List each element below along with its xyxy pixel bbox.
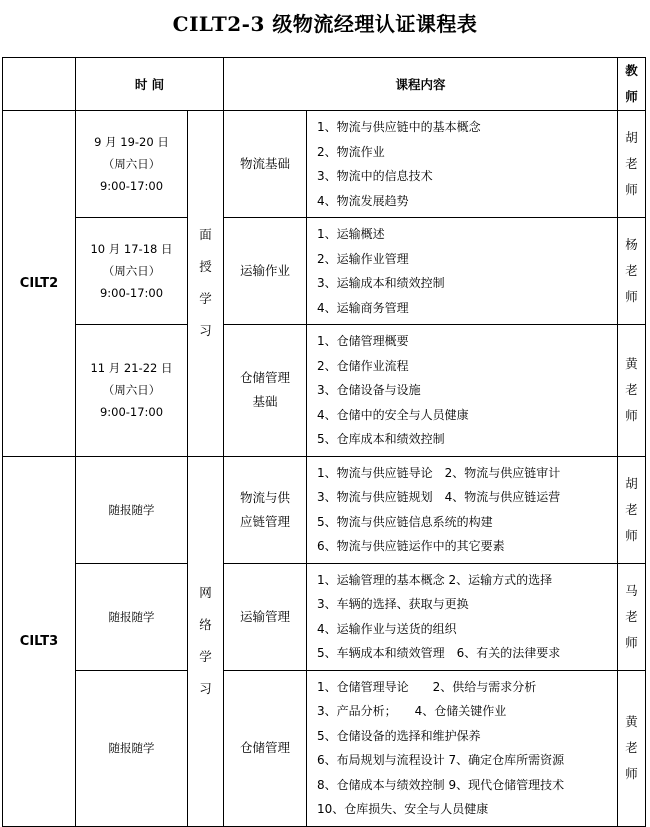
cell-line: 5、仓库成本和绩效控制 bbox=[317, 432, 445, 446]
header-time: 时 间 bbox=[76, 58, 224, 111]
header-blank bbox=[3, 58, 76, 111]
cell-line: 2、仓储作业流程 bbox=[317, 358, 409, 373]
table-row bbox=[3, 325, 646, 457]
table-row bbox=[3, 563, 646, 670]
table-row bbox=[3, 670, 646, 826]
teacher-cell bbox=[618, 456, 646, 563]
cell-line: 运输管理 bbox=[240, 608, 291, 624]
cell-line: 1、运输概述 bbox=[317, 227, 385, 241]
vertical-text: 黄老师 bbox=[625, 714, 638, 781]
level-cell: CILT2 bbox=[3, 111, 76, 457]
cell-line: （周六日） bbox=[102, 383, 161, 398]
cell-line: 1、物流与供应链导论 2、物流与供应链审计 bbox=[317, 465, 561, 480]
cell-line: 1、仓储管理概要 bbox=[317, 334, 409, 348]
header-content: 课程内容 bbox=[224, 58, 618, 111]
teacher-cell bbox=[618, 325, 646, 457]
time-cell bbox=[76, 670, 188, 826]
cell-line: 1、物流与供应链中的基本概念 bbox=[317, 120, 481, 134]
study-mode-cell bbox=[188, 456, 224, 826]
time-cell bbox=[76, 218, 188, 325]
cell-line: 5、车辆成本和绩效管理 6、有关的法律要求 bbox=[317, 646, 561, 660]
cell-line: 3、车辆的选择、获取与更换 bbox=[317, 597, 469, 611]
module-cell bbox=[224, 563, 307, 670]
cell-line: 9:00-17:00 bbox=[99, 286, 164, 300]
header-row bbox=[3, 58, 646, 111]
cell-line: 运输作业 bbox=[240, 263, 291, 278]
vertical-text: 马老师 bbox=[625, 582, 638, 650]
cell-line: 6、布局规划与流程设计 7、确定仓库所需资源 bbox=[317, 753, 565, 767]
cell-line: 4、运输商务管理 bbox=[317, 300, 409, 315]
header-teacher bbox=[618, 58, 646, 111]
items-cell bbox=[307, 218, 618, 325]
items-cell bbox=[307, 670, 618, 826]
cell-line: 随报随学 bbox=[108, 741, 155, 755]
vertical-text: 杨老师 bbox=[625, 237, 638, 304]
cell-line: 1、仓储管理导论 2、供给与需求分析 bbox=[317, 679, 537, 694]
items-cell bbox=[307, 563, 618, 670]
cell-line: 随报随学 bbox=[108, 502, 155, 517]
cell-line: 物流与供 bbox=[240, 489, 291, 505]
module-cell bbox=[224, 218, 307, 325]
teacher-cell bbox=[618, 111, 646, 218]
vertical-text: 胡老师 bbox=[625, 130, 638, 197]
study-mode-cell bbox=[188, 111, 224, 457]
cell-line: 4、运输作业与送货的组织 bbox=[317, 621, 457, 636]
cell-line: 8、仓储成本与绩效控制 9、现代仓储管理技术 bbox=[317, 777, 565, 792]
items-cell bbox=[307, 325, 618, 457]
cell-line: 2、物流作业 bbox=[317, 144, 385, 159]
table-row bbox=[3, 111, 646, 218]
time-cell bbox=[76, 111, 188, 218]
cell-line: （周六日） bbox=[102, 264, 161, 278]
cell-line: 仓储管理 bbox=[240, 370, 291, 386]
cell-line: 应链管理 bbox=[240, 513, 291, 529]
cell-line: 10、仓库损失、安全与人员健康 bbox=[317, 802, 489, 816]
cell-line: 仓储管理 bbox=[240, 740, 291, 755]
vertical-text: 教师 bbox=[625, 63, 638, 104]
items-cell bbox=[307, 111, 618, 218]
schedule-table bbox=[2, 57, 646, 827]
cell-line: 11 月 21-22 日 bbox=[90, 361, 173, 376]
level-cell: CILT3 bbox=[3, 456, 76, 826]
teacher-cell bbox=[618, 670, 646, 826]
cell-line: 2、运输作业管理 bbox=[317, 251, 409, 266]
vertical-text: 黄老师 bbox=[625, 356, 638, 424]
cell-line: 9 月 19-20 日 bbox=[94, 135, 169, 149]
cell-line: 3、物流中的信息技术 bbox=[317, 169, 433, 183]
cell-line: 3、产品分析； 4、仓储关键作业 bbox=[317, 704, 507, 718]
table-row bbox=[3, 456, 646, 563]
module-cell bbox=[224, 670, 307, 826]
cell-line: 随报随学 bbox=[108, 609, 155, 624]
teacher-cell bbox=[618, 218, 646, 325]
cell-line: 1、运输管理的基本概念 2、运输方式的选择 bbox=[317, 572, 553, 587]
time-cell bbox=[76, 563, 188, 670]
teacher-cell bbox=[618, 563, 646, 670]
time-cell bbox=[76, 456, 188, 563]
cell-line: 5、仓储设备的选择和维护保养 bbox=[317, 728, 481, 743]
cell-line: 4、物流发展趋势 bbox=[317, 193, 409, 208]
cell-line: 3、仓储设备与设施 bbox=[317, 383, 421, 397]
cell-line: 基础 bbox=[252, 394, 278, 410]
module-cell bbox=[224, 325, 307, 457]
cell-line: 3、运输成本和绩效控制 bbox=[317, 276, 445, 290]
table-row bbox=[3, 218, 646, 325]
cell-line: 9:00-17:00 bbox=[99, 405, 164, 420]
cell-line: 3、物流与供应链规划 4、物流与供应链运营 bbox=[317, 490, 561, 504]
cell-line: 9:00-17:00 bbox=[99, 179, 164, 193]
cell-line: 4、仓储中的安全与人员健康 bbox=[317, 407, 469, 422]
vertical-text: 胡老师 bbox=[625, 475, 638, 543]
module-cell bbox=[224, 456, 307, 563]
vertical-text: 网络学习 bbox=[199, 585, 212, 696]
cell-line: 6、物流与供应链运作中的其它要素 bbox=[317, 539, 505, 553]
time-cell bbox=[76, 325, 188, 457]
vertical-text: 面授学习 bbox=[199, 227, 212, 339]
page-title: CILT2-3 级物流经理认证课程表 bbox=[172, 12, 478, 36]
cell-line: 物流基础 bbox=[240, 156, 291, 171]
cell-line: 5、物流与供应链信息系统的构建 bbox=[317, 514, 493, 529]
cell-line: （周六日） bbox=[102, 157, 161, 171]
items-cell bbox=[307, 456, 618, 563]
module-cell bbox=[224, 111, 307, 218]
cell-line: 10 月 17-18 日 bbox=[90, 242, 173, 256]
